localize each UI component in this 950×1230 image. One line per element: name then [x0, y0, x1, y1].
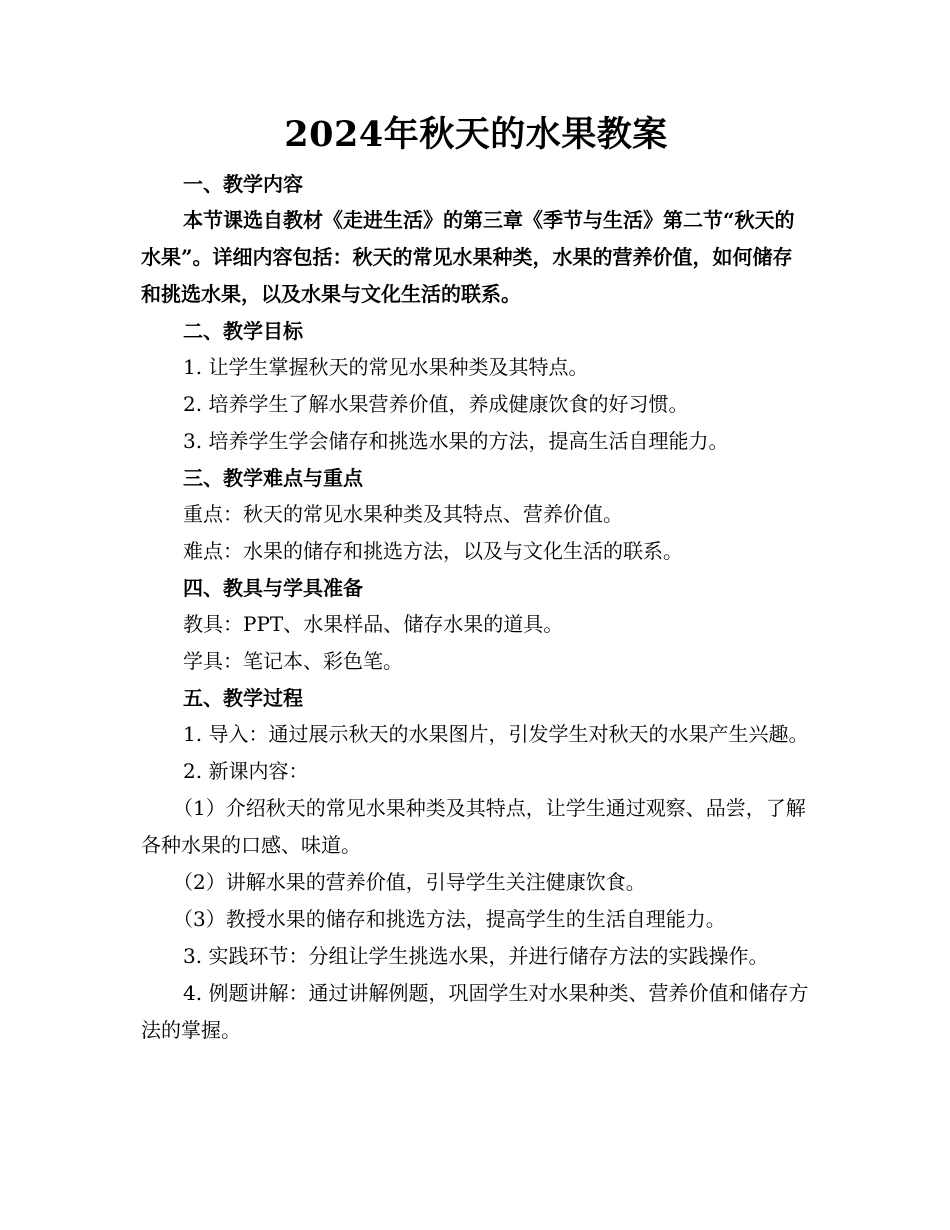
- objective-item: 1. 让学生掌握秋天的常见水果种类及其特点。: [183, 355, 589, 379]
- document-title: 2024年秋天的水果教案: [284, 114, 668, 155]
- section-heading-process: 五、教学过程: [183, 686, 303, 710]
- section-heading-objectives: 二、教学目标: [183, 319, 303, 343]
- document-page: [141, 110, 811, 1049]
- section-content-body: 本节课选自教材《走进生活》的第三章《季节与生活》第二节“秋天的水果”。详细内容包括：秋天的常见水果种类，水果的营养价值，如何储存和挑选水果，以及水果与文化生活的联系。: [141, 208, 795, 306]
- difficult-point: 难点：水果的储存和挑选方法，以及与文化生活的联系。: [183, 539, 683, 563]
- student-materials: 学具：笔记本、彩色笔。: [183, 649, 403, 673]
- objective-item: 3. 培养学生学会储存和挑选水果的方法，提高生活自理能力。: [183, 429, 729, 453]
- process-step-examples: 4. 例题讲解：通过讲解例题，巩固学生对水果种类、营养价值和储存方法的掌握。: [141, 981, 809, 1042]
- section-heading-key-points: 三、教学难点与重点: [183, 466, 363, 490]
- process-substep: （2）讲解水果的营养价值，引导学生关注健康饮食。: [173, 870, 646, 894]
- objective-item: 2. 培养学生了解水果营养价值，养成健康饮食的好习惯。: [183, 392, 689, 416]
- section-heading-content: 一、教学内容: [183, 172, 303, 196]
- key-point: 重点：秋天的常见水果种类及其特点、营养价值。: [183, 502, 623, 526]
- teacher-materials: 教具：PPT、水果样品、储存水果的道具。: [183, 612, 564, 636]
- process-substep: （1）介绍秋天的常见水果种类及其特点，让学生通过观察、品尝，了解各种水果的口感、味道。: [141, 796, 806, 857]
- process-step-new-content: 2. 新课内容：: [183, 759, 309, 783]
- process-substep: （3）教授水果的储存和挑选方法，提高学生的生活自理能力。: [173, 907, 726, 931]
- process-step-practice: 3. 实践环节：分组让学生挑选水果，并进行储存方法的实践操作。: [183, 944, 769, 968]
- section-heading-materials: 四、教具与学具准备: [183, 576, 363, 600]
- process-step-intro: 1. 导入：通过展示秋天的水果图片，引发学生对秋天的水果产生兴趣。: [183, 722, 809, 746]
